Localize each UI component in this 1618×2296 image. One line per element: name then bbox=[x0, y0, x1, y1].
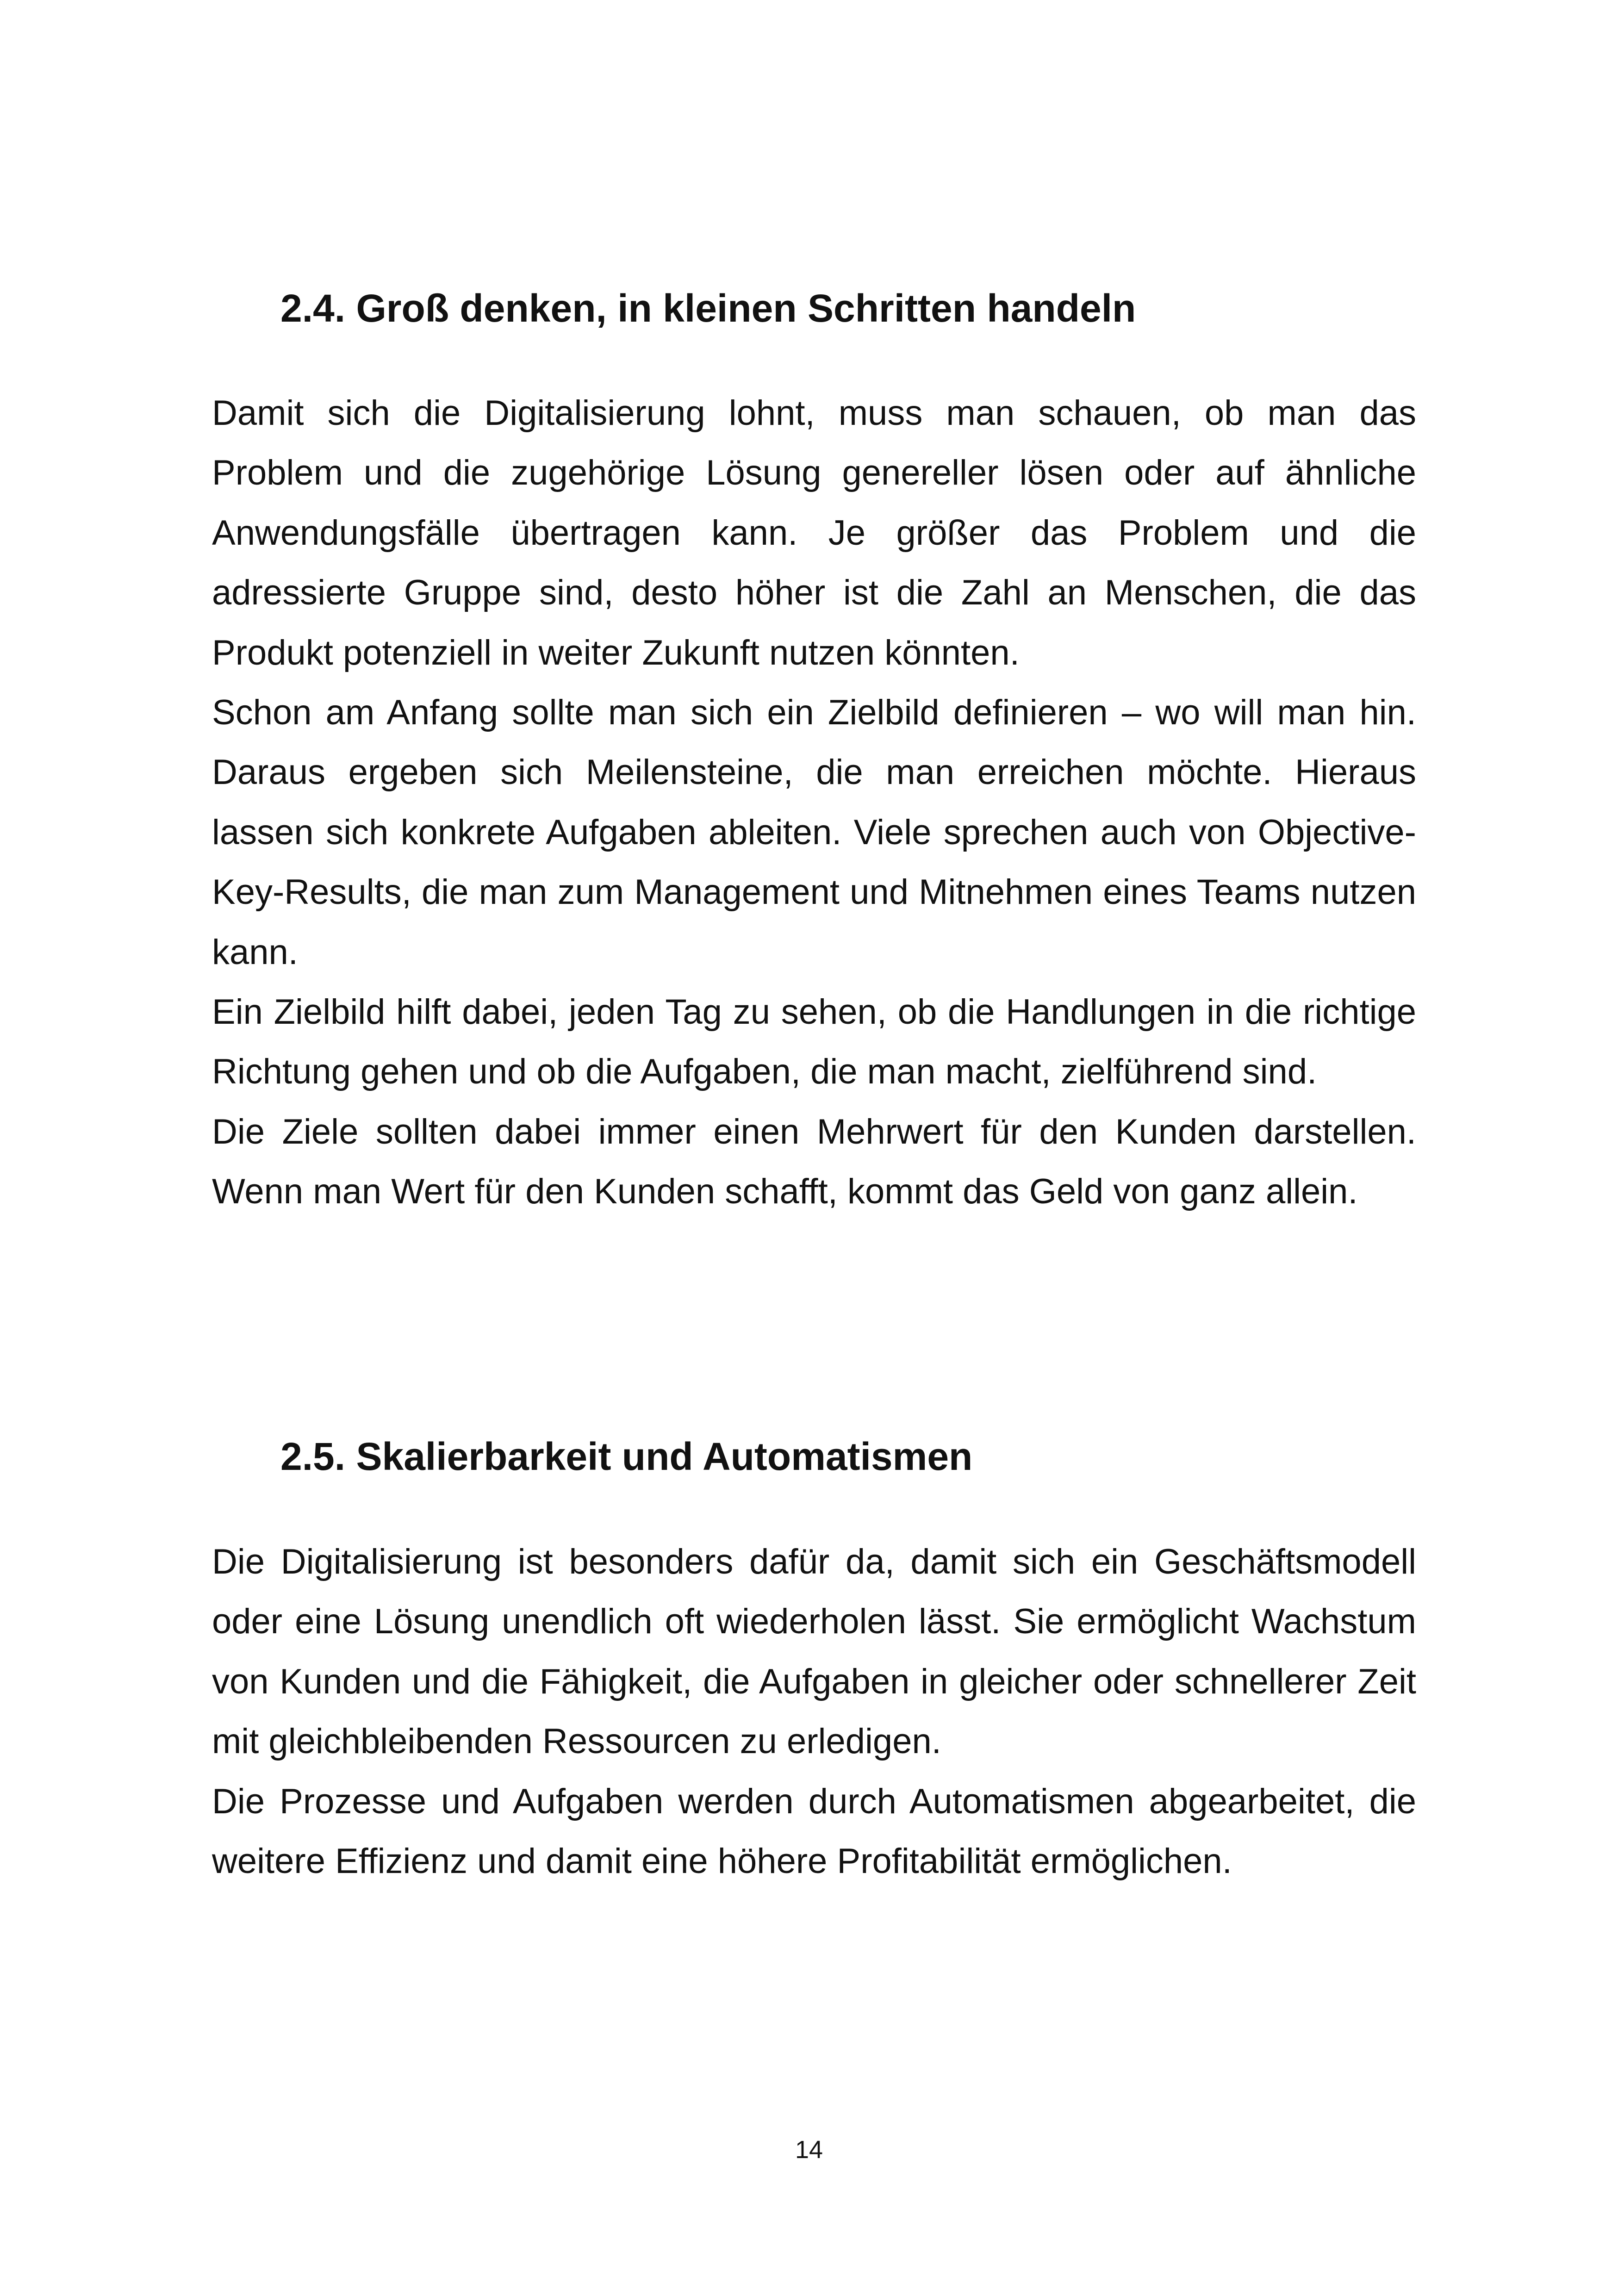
section-heading-2-4: 2.4. Groß denken, in kleinen Schritten handeln bbox=[280, 286, 1136, 330]
paragraph: Ein Zielbild hilft dabei, jeden Tag zu sehen, ob die Handlungen in die richtige Richtung gehen und ob die Aufgaben, die man macht, zielführend sind. bbox=[212, 992, 1416, 1092]
section-body-2-4 bbox=[212, 383, 1416, 1222]
paragraph: Die Prozesse und Aufgaben werden durch Automatismen abgearbeitet, die weitere Effizienz und damit eine höhere Profitabilität ermöglichen. bbox=[212, 1781, 1416, 1881]
paragraph: Die Digitalisierung ist besonders dafür da, damit sich ein Geschäftsmodell oder eine Lösung unendlich oft wiederholen lässt. Sie ermöglicht Wachstum von Kunden und die Fähigkeit, die Aufgaben in gleicher oder schnellerer Zeit mit gleichbleibenden Ressourcen zu erledigen. bbox=[212, 1542, 1416, 1761]
paragraph: Schon am Anfang sollte man sich ein Zielbild definieren – wo will man hin. Daraus ergeben sich Meilensteine, die man erreichen möchte. Hieraus lassen sich konkrete Aufgaben ableiten. Viele sprechen auch von Objective-Key-Results, die man zum Management und Mitnehmen eines Teams nutzen kann. bbox=[212, 693, 1416, 972]
section-body-2-5 bbox=[212, 1532, 1416, 1891]
page-number: 14 bbox=[795, 2136, 823, 2164]
paragraph: Die Ziele sollten dabei immer einen Mehrwert für den Kunden darstellen. Wenn man Wert für den Kunden schafft, kommt das Geld von ganz allein. bbox=[212, 1112, 1416, 1212]
paragraph: Damit sich die Digitalisierung lohnt, muss man schauen, ob man das Problem und die zugehörige Lösung genereller lösen oder auf ähnliche Anwendungsfälle übertragen kann. Je größer das Problem und die adressierte Gruppe sind, desto höher ist die Zahl an Menschen, die das Produkt potenziell in weiter Zukunft nutzen könnten. bbox=[212, 393, 1416, 672]
section-heading-2-5: 2.5. Skalierbarkeit und Automatismen bbox=[280, 1435, 973, 1478]
